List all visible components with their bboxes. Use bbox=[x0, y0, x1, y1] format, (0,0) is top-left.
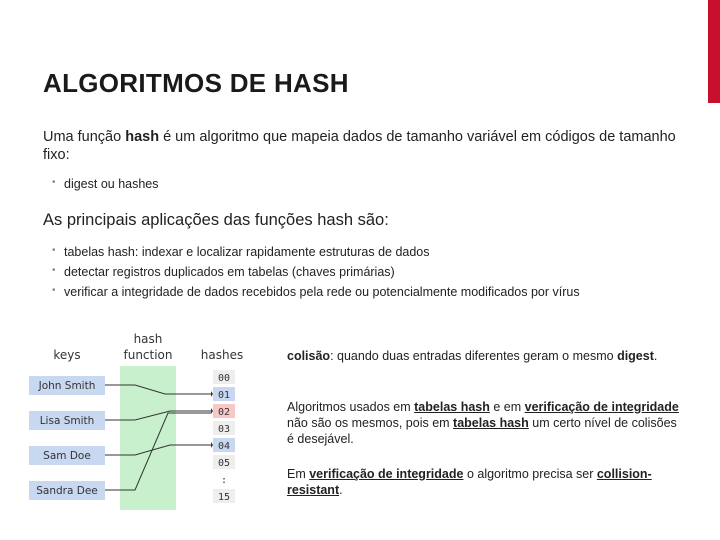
usage-text-3: não são os mesmos, pois em bbox=[287, 416, 454, 430]
intro-bullet: • digest ou hashes bbox=[52, 177, 159, 191]
key-boxes bbox=[29, 376, 105, 500]
intro-bullet-text: digest ou hashes bbox=[64, 177, 159, 191]
hash-label: 05 bbox=[217, 458, 231, 469]
key-label: John Smith bbox=[38, 380, 96, 392]
integrity-paragraph bbox=[287, 466, 687, 498]
hash-label-ellipsis: : bbox=[220, 475, 228, 486]
integrity-text-1: Em bbox=[287, 467, 310, 481]
diagram-header-function-1: hash bbox=[133, 332, 163, 346]
hash-mapping-arrowheads bbox=[211, 391, 213, 448]
accent-bar bbox=[708, 0, 720, 103]
collision-term: colisão bbox=[287, 349, 331, 363]
app-bullet-1: • tabelas hash: indexar e localizar rapidamente estruturas de dados bbox=[52, 245, 430, 259]
hash-function-box bbox=[120, 366, 176, 510]
app-bullet-2: • detectar registros duplicados em tabelas (chaves primárias) bbox=[52, 265, 395, 279]
diagram-header-hashes: hashes bbox=[200, 348, 244, 362]
usage-link-integrity: verificação de integridade bbox=[524, 400, 679, 414]
usage-text-4: um certo nível de colisões é desejável. bbox=[287, 416, 677, 446]
collision-text: : quando duas entradas diferentes geram o mesmo bbox=[330, 349, 618, 363]
integrity-text-2: o algoritmo precisa ser bbox=[463, 467, 597, 481]
hash-label: 03 bbox=[217, 424, 231, 435]
slide-title: ALGORITMOS DE HASH bbox=[43, 68, 349, 98]
hash-function-diagram bbox=[25, 330, 277, 512]
usage-text-1: Algoritmos usados em bbox=[287, 400, 415, 414]
collision-digest: digest bbox=[617, 349, 654, 363]
usage-link-hash-tables: tabelas hash bbox=[414, 400, 490, 414]
applications-heading: As principais aplicações das funções hash são: bbox=[43, 211, 389, 229]
hash-label: 15 bbox=[217, 492, 231, 503]
integrity-link-verification: verificação de integridade bbox=[309, 467, 464, 481]
usage-text-2: e em bbox=[489, 400, 525, 414]
diagram-header-function-2: function bbox=[123, 348, 173, 362]
integrity-link-collision-resistant: collision-resistant bbox=[287, 467, 652, 497]
hash-label: 02 bbox=[217, 407, 231, 418]
hash-label: 00 bbox=[217, 373, 231, 384]
collision-definition bbox=[287, 348, 687, 364]
diagram-header-keys: keys bbox=[53, 348, 81, 362]
integrity-text-3: . bbox=[339, 483, 343, 497]
usage-link-hash-tables-2: tabelas hash bbox=[453, 416, 529, 430]
collision-end: . bbox=[653, 349, 658, 363]
intro-bold: hash bbox=[125, 129, 160, 145]
key-label: Lisa Smith bbox=[39, 415, 95, 427]
usage-paragraph bbox=[287, 399, 687, 447]
app-bullet-text: verificar a integridade de dados recebidos pela rede ou potencialmente modificados por vírus bbox=[64, 285, 580, 299]
key-label: Sam Doe bbox=[43, 450, 91, 462]
intro-text-2: é um algoritmo que mapeia dados de tamanho variável em códigos de tamanho fixo: bbox=[43, 129, 676, 163]
app-bullet-text: detectar registros duplicados em tabelas (chaves primárias) bbox=[64, 265, 395, 279]
app-bullet-text: tabelas hash: indexar e localizar rapidamente estruturas de dados bbox=[64, 245, 430, 259]
hash-label: 04 bbox=[217, 441, 231, 452]
intro-text-1: Uma função bbox=[43, 129, 126, 145]
app-bullet-3: • verificar a integridade de dados recebidos pela rede ou potencialmente modificados por vírus bbox=[52, 285, 580, 299]
key-label: Sandra Dee bbox=[36, 485, 98, 497]
hash-label: 01 bbox=[217, 390, 231, 401]
intro-paragraph bbox=[43, 128, 683, 164]
